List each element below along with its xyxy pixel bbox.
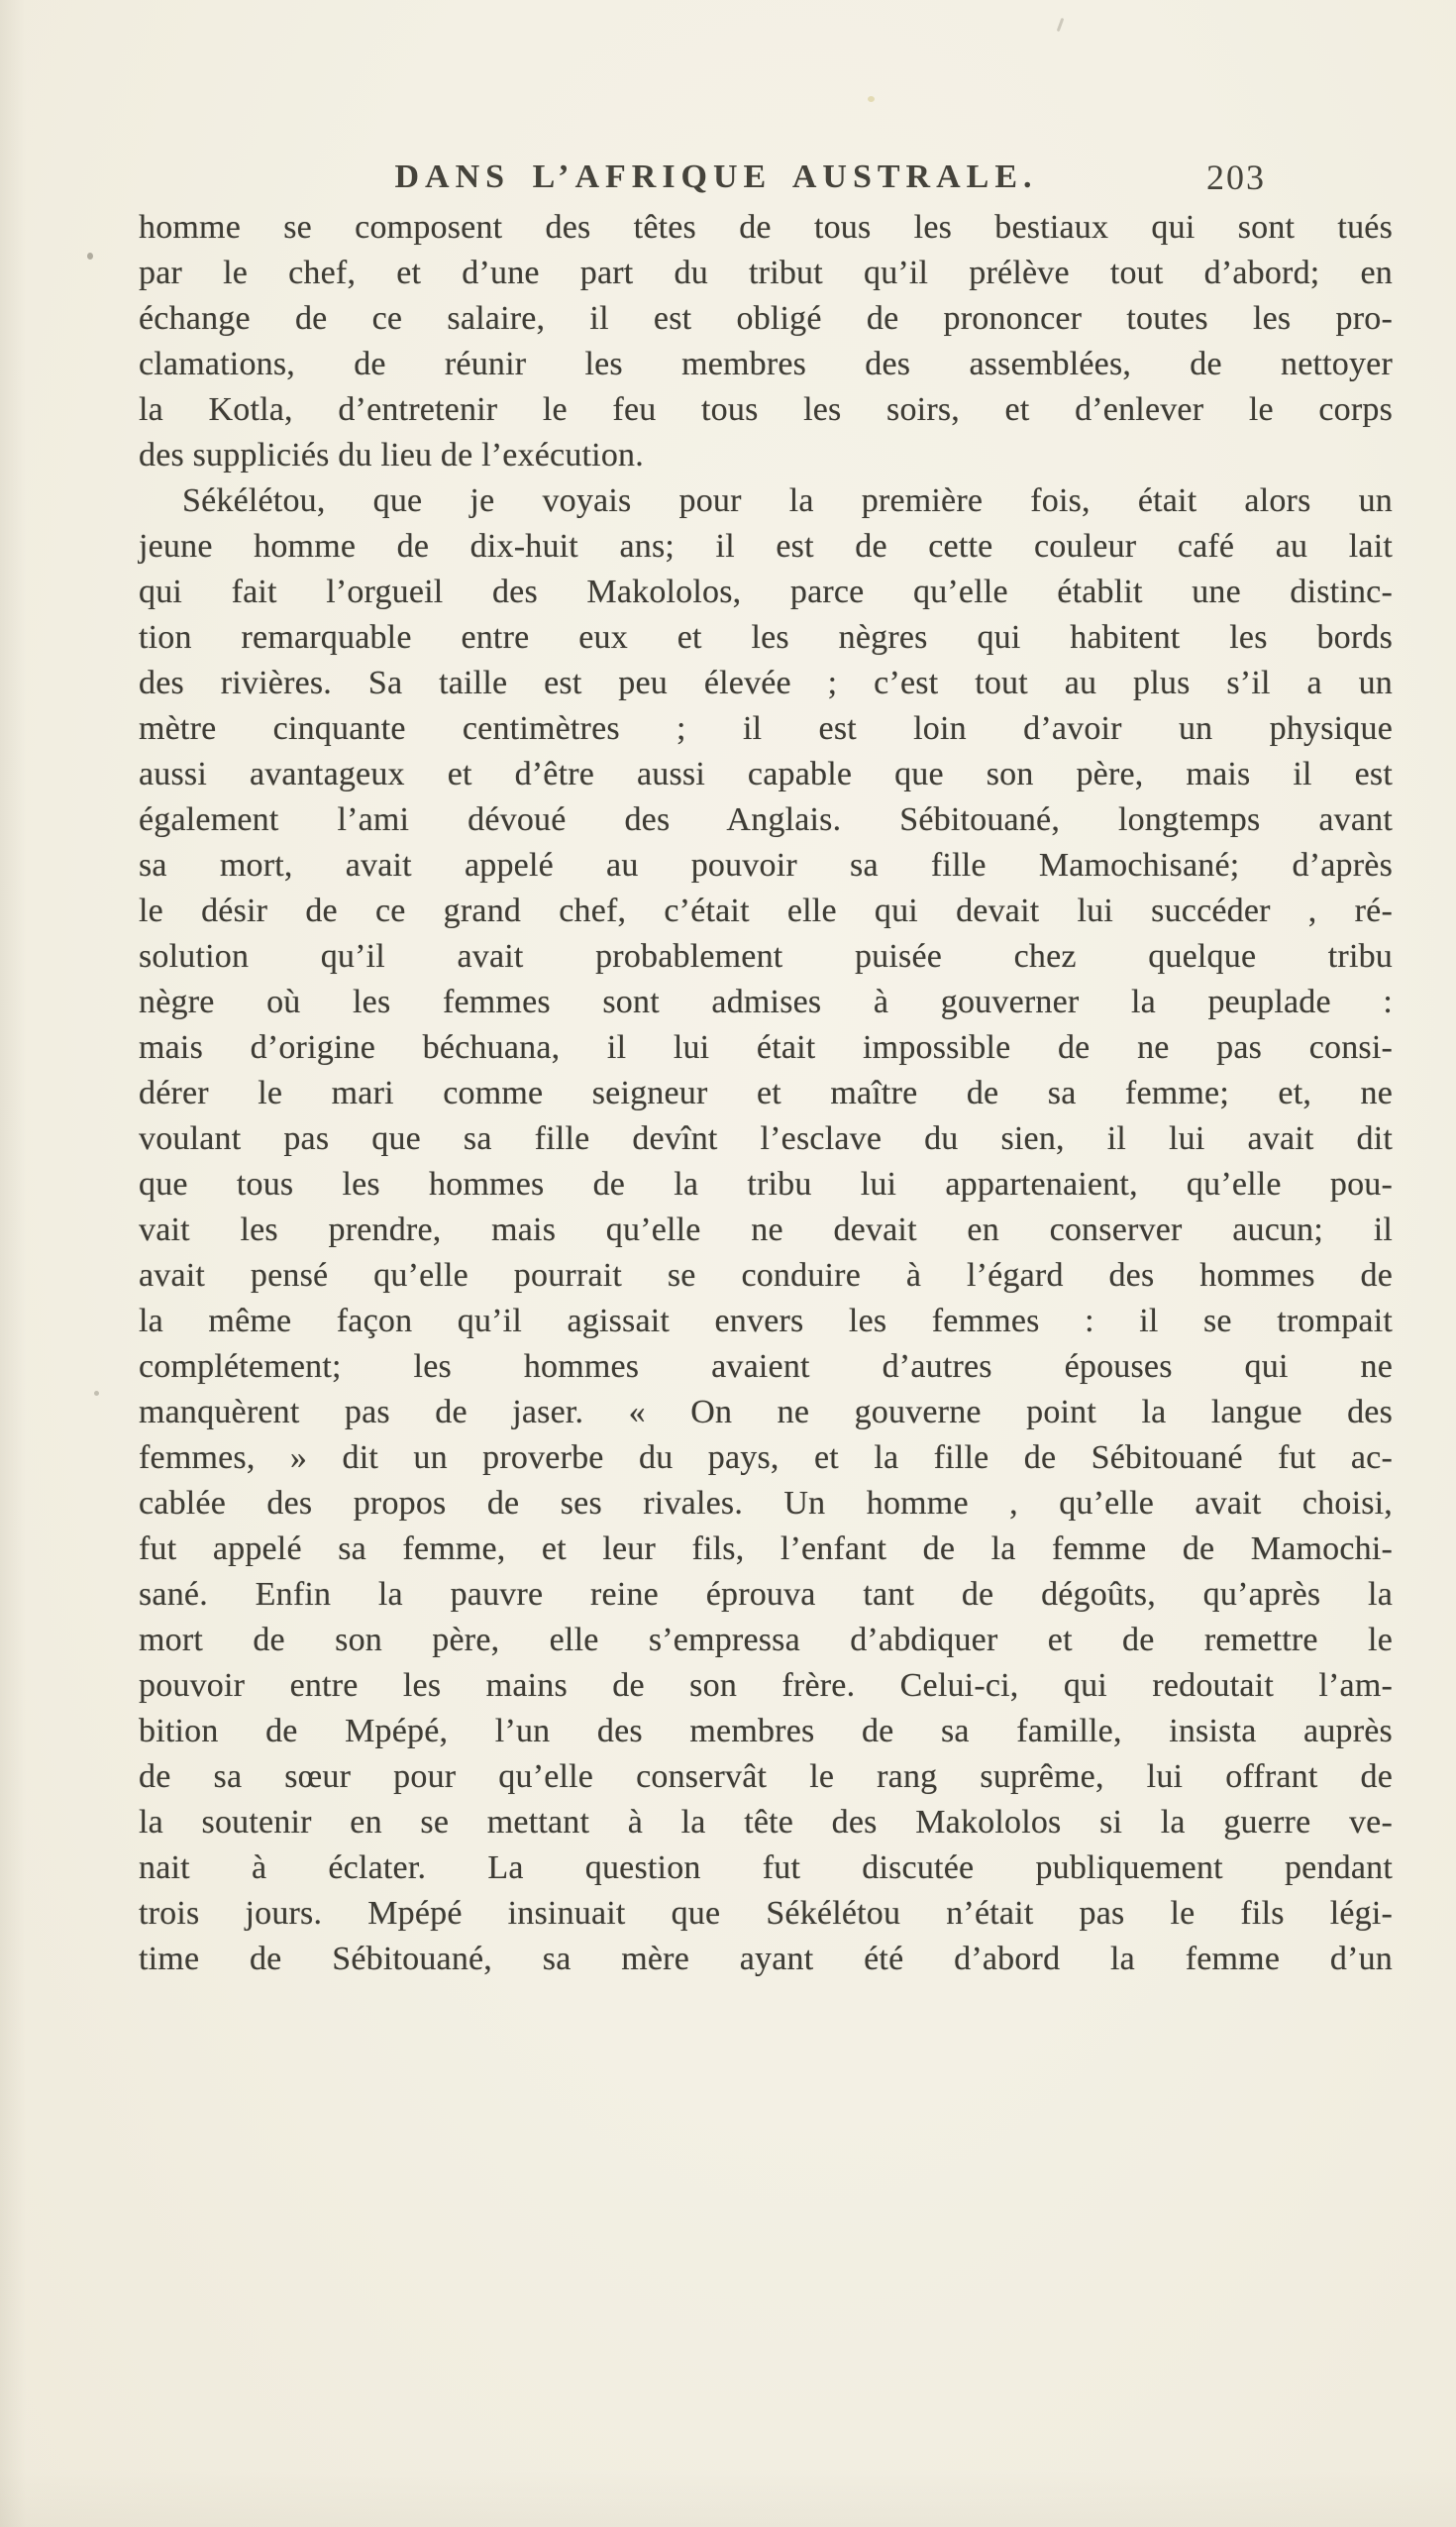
text-line: qui fait l’orgueil des Makololos, parce qu’elle établit une distinc- xyxy=(139,574,1393,610)
text-line: aussi avantageux et d’être aussi capable que son père, mais il est xyxy=(139,756,1393,792)
text-line: de sa sœur pour qu’elle conservât le rang suprême, lui offrant de xyxy=(139,1758,1393,1795)
text-line: échange de ce salaire, il est obligé de prononcer toutes les pro- xyxy=(139,300,1393,337)
text-line: mort de son père, elle s’empressa d’abdiquer et de remettre le xyxy=(139,1622,1393,1658)
text-line: pouvoir entre les mains de son frère. Celui-ci, qui redoutait l’am- xyxy=(139,1667,1393,1704)
scan-edge-shadow-left xyxy=(0,0,26,2527)
text-line: mètre cinquante centimètres ; il est loin d’avoir un physique xyxy=(139,710,1393,747)
text-line: nègre où les femmes sont admises à gouverner la peuplade : xyxy=(139,984,1393,1020)
text-line: également l’ami dévoué des Anglais. Sébitouané, longtemps avant xyxy=(139,801,1393,838)
text-line: des rivières. Sa taille est peu élevée ; c’est tout au plus s’il a un xyxy=(139,665,1393,701)
text-line: sané. Enfin la pauvre reine éprouva tant de dégoûts, qu’après la xyxy=(139,1576,1393,1613)
running-title: DANS L’AFRIQUE AUSTRALE. xyxy=(394,158,1038,195)
text-line: tion remarquable entre eux et les nègres qui habitent les bords xyxy=(139,619,1393,656)
text-line: par le chef, et d’une part du tribut qu’il prélève tout d’abord; en xyxy=(139,255,1393,291)
text-line: des suppliciés du lieu de l’exécution. xyxy=(139,437,644,474)
text-line: cablée des propos de ses rivales. Un homme , qu’elle avait choisi, xyxy=(139,1485,1393,1522)
text-line: jeune homme de dix-huit ans; il est de cette couleur café au lait xyxy=(139,528,1393,565)
scan-edge-shadow-bottom xyxy=(0,2468,1456,2527)
text-line: la même façon qu’il agissait envers les femmes : il se trompait xyxy=(139,1303,1393,1339)
text-line: Sékélétou, que je voyais pour la première fois, était alors un xyxy=(182,482,1393,519)
text-line: la Kotla, d’entretenir le feu tous les soirs, et d’enlever le corps xyxy=(139,391,1393,428)
text-line: voulant pas que sa fille devînt l’esclave du sien, il lui avait dit xyxy=(139,1120,1393,1157)
text-line: nait à éclater. La question fut discutée publiquement pendant xyxy=(139,1849,1393,1886)
text-line: fut appelé sa femme, et leur fils, l’enfant de la femme de Mamochi- xyxy=(139,1530,1393,1567)
text-line: femmes, » dit un proverbe du pays, et la fille de Sébitouané fut ac- xyxy=(139,1439,1393,1476)
text-line: solution qu’il avait probablement puisée chez quelque tribu xyxy=(139,938,1393,975)
text-line: trois jours. Mpépé insinuait que Sékélétou n’était pas le fils légi- xyxy=(139,1895,1393,1932)
text-line: complétement; les hommes avaient d’autres épouses qui ne xyxy=(139,1348,1393,1385)
text-line: la soutenir en se mettant à la tête des Makololos si la guerre ve- xyxy=(139,1804,1393,1841)
text-line: bition de Mpépé, l’un des membres de sa famille, insista auprès xyxy=(139,1713,1393,1749)
body-text xyxy=(139,205,1393,1982)
text-line: clamations, de réunir les membres des assemblées, de nettoyer xyxy=(139,346,1393,382)
text-line: que tous les hommes de la tribu lui appartenaient, qu’elle pou- xyxy=(139,1166,1393,1203)
paper-speck xyxy=(87,253,93,260)
text-line: dérer le mari comme seigneur et maître de sa femme; et, ne xyxy=(139,1075,1393,1111)
paper-speck xyxy=(1057,18,1065,32)
text-line: vait les prendre, mais qu’elle ne devait en conserver aucun; il xyxy=(139,1211,1393,1248)
text-line: homme se composent des têtes de tous les bestiaux qui sont tués xyxy=(139,209,1393,246)
page-number: 203 xyxy=(1206,158,1266,197)
text-line: manquèrent pas de jaser. « On ne gouverne point la langue des xyxy=(139,1394,1393,1430)
paper-speck xyxy=(868,96,875,102)
paper-speck xyxy=(94,1391,99,1396)
text-line: le désir de ce grand chef, c’était elle qui devait lui succéder , ré- xyxy=(139,893,1393,929)
text-line: avait pensé qu’elle pourrait se conduire à l’égard des hommes de xyxy=(139,1257,1393,1294)
text-line: time de Sébitouané, sa mère ayant été d’abord la femme d’un xyxy=(139,1941,1393,1977)
text-line: sa mort, avait appelé au pouvoir sa fille Mamochisané; d’après xyxy=(139,847,1393,884)
text-line: mais d’origine béchuana, il lui était impossible de ne pas consi- xyxy=(139,1029,1393,1066)
